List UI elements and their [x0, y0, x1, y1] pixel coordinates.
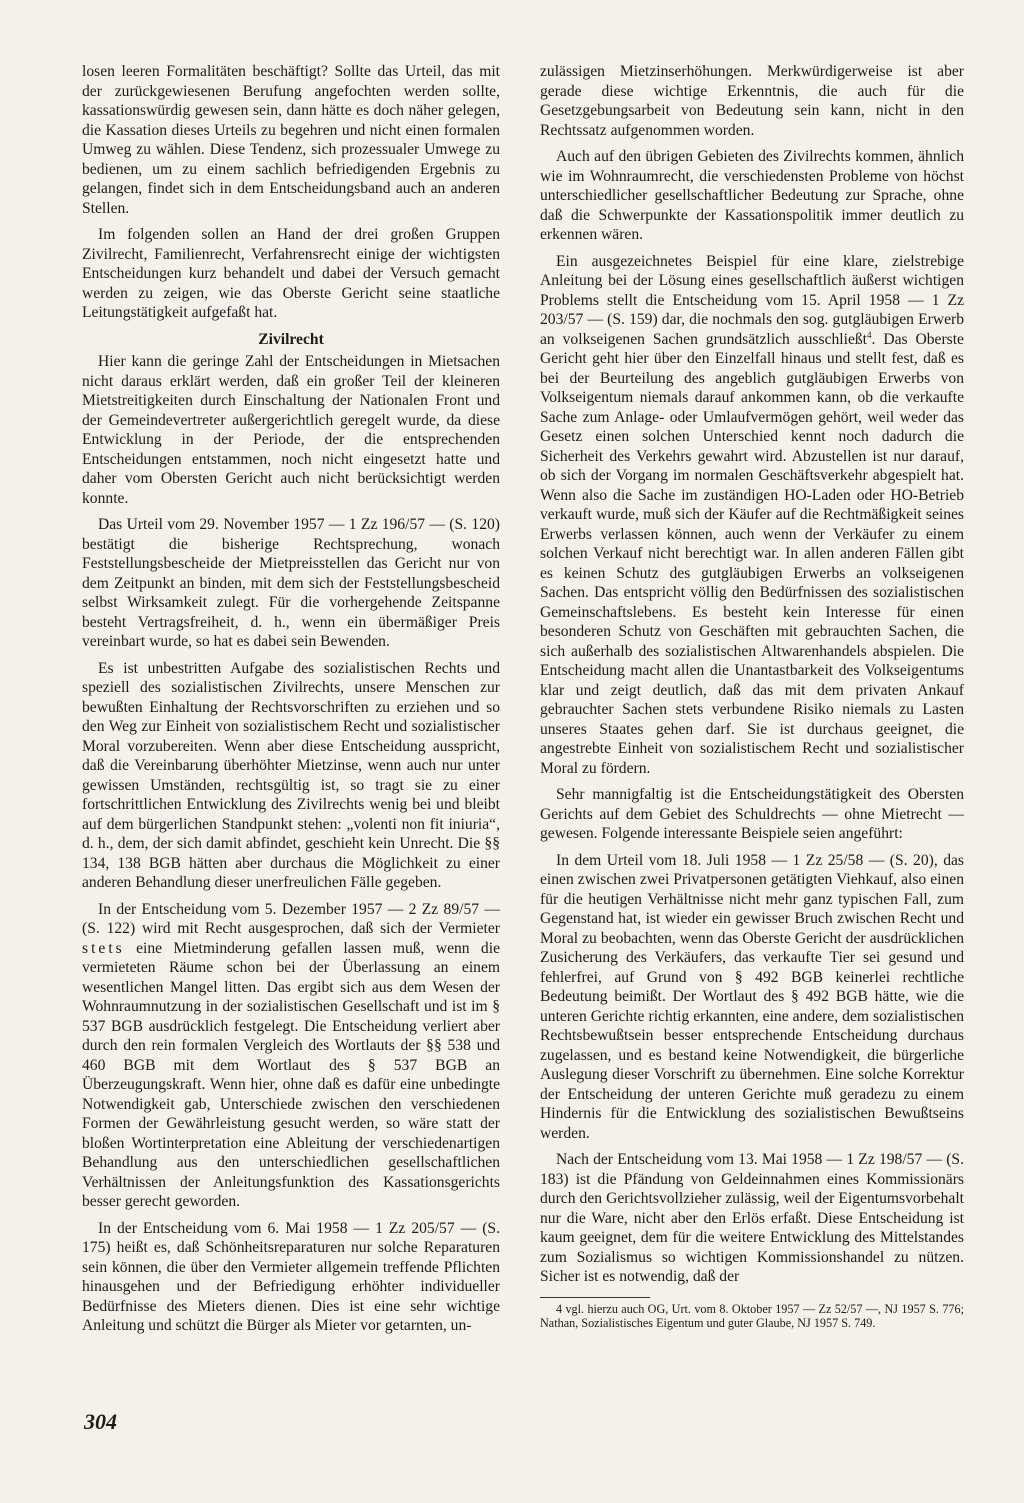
section-heading: Zivilrecht [258, 330, 324, 348]
paragraph [82, 900, 500, 1212]
paragraph: Hier kann die geringe Zahl der Entscheidungen in Mietsachen nicht daraus erklärt werden, daß ein großer Teil der kleineren Mietstreitigkeiten durch Einschaltung der Nationalen Front und der Gemeindevertreter außergerichtlich geregelt wurde, da diese Entwicklung in der Periode, der die entsprechenden Entscheidungen entstammen, noch nicht eingesetzt hatte und daher vom Obersten Gericht auch nicht berücksichtigt werden konnte. [82, 353, 500, 507]
paragraph: In dem Urteil vom 18. Juli 1958 — 1 Zz 25/58 — (S. 20), das einen zwischen zwei Privatpersonen getätigten Viehkauf, also einen für die heutigen Verhältnisse nicht mehr ganz typischen Fall, zum Gegenstand hat, ist wieder ein gewisser Bruch zwischen Recht und Moral zu beobachten, wenn das Oberste Gericht der ausdrücklichen Zusicherung des Verkäufers, das verkaufte Tier sei gesund und fehlerfrei, auf Grund von § 492 BGB keinerlei rechtliche Bedeutung beimißt. Der Wortlaut des § 492 BGB hätte, wie die unteren Gerichte richtig erkannten, eine andere, dem sozialistischen Rechtsbewußtsein besser entsprechende Entscheidung durchaus zugelassen, und es bestand keine Notwendigkeit, die bürgerliche Auslegung dieser Vorschrift zu übernehmen. Eine solche Korrektur der Entscheidung der unteren Gerichte muß geradezu zu einem Hindernis für die Entwicklung des sozialistischen Bewußtseins werden. [540, 851, 964, 1142]
left-column [82, 62, 500, 1343]
paragraph: Auch auf den übrigen Gebieten des Zivilrechts kommen, ähnlich wie im Wohnraumrecht, die verschiedensten Probleme von höchst unterschiedlicher gesellschaftlicher Bedeutung zur Sprache, ohne daß die Schwerpunkte der Kassationspolitik immer deutlich zu erkennen wären. [540, 148, 964, 243]
text-run: In der Entscheidung vom 5. Dezember 1957 — 2 Zz 89/57 — (S. 122) wird mit Recht ausgesprochen, daß sich der Vermieter [82, 900, 500, 937]
paragraph: losen leeren Formalitäten beschäftigt? Sollte das Urteil, das mit der zurückgewiesenen Berufung angefochten werden sollte, kassationswürdig gewesen sein, dann hätte es doch näher gelegen, die Kassation dieses Urteils zu begehren und nicht einen formalen Umweg zu wählen. Diese Tendenz, sich prozessualer Umwege zu bedienen, um zu einem sachlich befriedigenden Ergebnis zu gelangen, findet sich in dem Entscheidungsband auch an anderen Stellen. [82, 63, 500, 217]
paragraph: Sehr mannigfaltig ist die Entscheidungstätigkeit des Obersten Gerichts auf dem Gebiet des Schuldrechts — ohne Mietrecht — gewesen. Folgende interessante Beispiele seien angeführt: [540, 786, 964, 842]
paragraph: Es ist unbestritten Aufgabe des sozialistischen Rechts und speziell des sozialistischen Zivilrechts, unsere Menschen zur bewußten Einhaltung der Rechtsvorschriften zu erziehen und so den Weg zur Einheit von sozialistischem Recht und sozialistischer Moral vorzubereiten. Wenn aber diese Entscheidung ausspricht, daß die Vereinbarung überhöhter Mietzinse, wenn auch nur unter gewissen Umständen, rechtsgültig ist, so tragt sie zu einer fortschrittlichen Entwicklung des Zivilrechts wenig bei und bleibt auf dem bürgerlichen Standpunkt stehen: „volenti non fit iniuria“, d. h., dem, der sich damit abfindet, geschieht kein Unrecht. Die §§ 134, 138 BGB hätten aber durchaus die Möglichkeit zu einer anderen Behandlung dieser unerfreulichen Fälle gegeben. [82, 659, 500, 891]
footnote-reference: 4 [867, 329, 872, 340]
right-column [540, 62, 964, 1338]
footnote: 4 vgl. hierzu auch OG, Urt. vom 8. Oktober 1957 — Zz 52/57 —, NJ 1957 S. 776; Nathan, Sozialistisches Eigentum und guter Glaube, NJ 1957 S. 749. [540, 1301, 964, 1330]
paragraph [540, 252, 964, 779]
paragraph: Im folgenden sollen an Hand der drei großen Gruppen Zivilrecht, Familienrecht, Verfahrensrecht einige der wichtigsten Entscheidungen kurz behandelt und dabei der Versuch gemacht werden zu zeigen, wie das Oberste Gericht seine staatliche Leitungstätigkeit aufgefaßt hat. [82, 226, 500, 321]
paragraph: In der Entscheidung vom 6. Mai 1958 — 1 Zz 205/57 — (S. 175) heißt es, daß Schönheitsreparaturen nur solche Reparaturen sein können, die über den Vermieter allgemein treffende Pflichten hinausgehen und der Befriedigung erhöhter individueller Bedürfnisse des Mieters dienen. Dies ist eine sehr wichtige Anleitung und schützt die Bürger als Mieter vor getarnten, un- [82, 1219, 500, 1334]
paragraph: Nach der Entscheidung vom 13. Mai 1958 — 1 Zz 198/57 — (S. 183) ist die Pfändung von Geldeinnahmen eines Kommissionärs durch den Gerichtsvollzieher zulässig, weil der Eigentumsvorbehalt nur die Ware, nicht aber den Erlös erfaßt. Diese Entscheidung ist kaum geeignet, dem für die weitere Entwicklung des Mittelstandes zum Sozialismus so wichtigen Kommissionshandel zu nützen. Sicher ist es notwendig, daß der [540, 1151, 964, 1285]
footnote-divider [540, 1297, 650, 1298]
text-run: eine Mietminderung gefallen lassen muß, wenn die vermieteten Räume schon bei der Überlassung an einem wesentlichen Mangel litten. Das ergibt sich aus dem Wesen der Wohnraumnutzung in der sozialistischen Gesellschaft und ist im § 537 BGB ausdrücklich festgelegt. Die Entscheidung verliert aber durch den rein formalen Vergleich des Wortlauts der §§ 538 und 460 BGB mit dem Wortlaut des § 537 BGB an Überzeugungskraft. Wenn hier, ohne daß es dafür eine unbedingte Notwendigkeit gab, Unterschiede zwischen den verschiedenen Formen der Gewährleistung gesucht werden, so wäre statt der bloßen Wortinterpretation eine Ableitung der verschiedenartigen Behandlung aus den unterschiedlichen gesellschaftlichen Verhältnissen der Anleitungsfunktion des Kassationsgerichts besser gerecht geworden. [82, 939, 500, 1210]
text-run: Ein ausgezeichnetes Beispiel für eine klare, zielstrebige Anleitung bei der Lösung eines gesellschaftlich äußerst wichtigen Problems stellt die Entscheidung vom 15. April 1958 — 1 Zz 203/57 — (S. 159) dar, die nochmals den sog. gutgläubigen Erwerb an volkseigenen Sachen grundsätzlich ausschließt [540, 252, 964, 348]
paragraph: zulässigen Mietzinserhöhungen. Merkwürdigerweise ist aber gerade diese wichtige Erkenntnis, die auch für die Gesetzgebungsarbeit von Bedeutung sein kann, nicht in den Rechtssatz aufgenommen worden. [540, 63, 964, 139]
page-number: 304 [84, 1409, 117, 1434]
spaced-emphasis: stets [82, 939, 125, 957]
paragraph: Das Urteil vom 29. November 1957 — 1 Zz 196/57 — (S. 120) bestätigt die bisherige Rechtsprechung, wonach Feststellungsbescheide der Mietpreisstellen das Gericht nur von dem Zeitpunkt an binden, mit dem sich der Feststellungsbescheid selbst Wirksamkeit zulegt. Für die vorhergehende Zeitspanne besteht Vertragsfreiheit, d. h., wenn ein übermäßiger Preis vereinbart wurde, so hat es dabei sein Bewenden. [82, 516, 500, 650]
text-run: . Das Oberste Gericht geht hier über den Einzelfall hinaus und stellt fest, daß es bei der Beurteilung des angeblich gutgläubigen Erwerbs von Volkseigentum niemals darauf ankommen kann, ob die verkaufte Sache zum Anlage- oder Umlaufvermögen gehört, weil weder das Gesetz einen solchen Unterschied kennt noch dadurch die Sicherheit des Verkehrs gewahrt wird. Abzustellen ist nur darauf, ob sich der Vorgang im normalen Geschäftsverkehr abgespielt hat. Wenn also die Sache im zuständigen HO-Laden oder HO-Betrieb verkauft wurde, muß sich der Käufer auf die Rechtmäßigkeit seines Erwerbs verlassen können, auch wenn der Verkäufer zu einem solchen Verkauf nicht berechtigt war. In allen anderen Fällen gibt es keinen Schutz des gutgläubigen Erwerbs an volkseigenen Sachen. Das entspricht völlig den Bedürfnissen des sozialistischen Gemeinschaftslebens. Es besteht kein Interesse für einen besonderen Schutz von Geschäften mit gebrauchten Sachen, die sich außerhalb des sozialistischen Altwarenhandels abspielen. Die Entscheidung macht allen die Unantastbarkeit des Volkseigentums klar und zeigt deutlich, daß das mit dem privaten Ankauf gebrauchter Sachen stets verbundene Risiko niemals zu Lasten unseres Staates gehen darf. Sie ist durchaus geeignet, die angestrebte Einheit von sozialistischem Recht und sozialistischer Moral zu fördern. [540, 330, 964, 777]
